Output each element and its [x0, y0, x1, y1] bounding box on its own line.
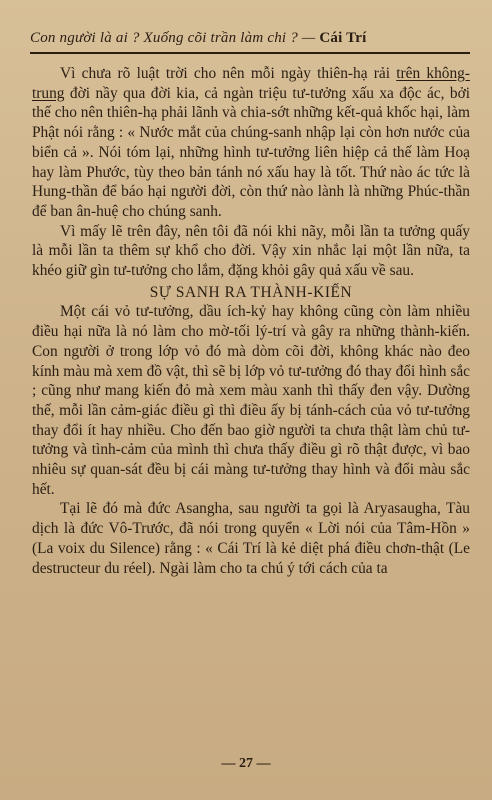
running-header	[30, 30, 468, 47]
header-title: Con người là ai ? Xuống cõi trần làm chi ? —	[30, 30, 316, 46]
header-author: Cái Trí	[319, 30, 367, 46]
paragraph-1	[32, 64, 470, 222]
paragraph-2: Vì mấy lẽ trên đây, nên tôi đã nói khi nãy, mỗi lần ta tưởng quấy là mỗi lần ta thêm sự khổ cho đời. Vậy xin nhắc lại một lần nữa, ta khéo giữ gìn tư-tưởng cho lắm, đặng khỏi gây quả xấu về sau.	[32, 222, 470, 280]
paragraph-1-rest: đời nầy qua đời kia, cả ngàn triệu tư-tưởng xấu xa độc ác, bởi thế cho nên thiên-hạ phải lãnh và chia-sớt những kết-quả khốc hại, làm Phật nói rằng : « Nước mắt của chúng-sanh nhập lại còn hơn nước của biển cả ». Nói tóm lại, những hình tư-tưởng liên hiệp cả thế làm Hoạ hay làm Phước, tùy theo bản tánh nó xấu hay là tốt. Thứ nào ác tức là Hung-thần để báo hại người đời, còn thứ nào lành là những Phúc-thần để ban ân-huệ cho chúng sanh.	[32, 84, 470, 220]
page-number: — 27 —	[221, 756, 271, 771]
paragraph-3: Một cái vỏ tư-tưởng, dầu ích-kỷ hay không cũng còn làm nhiều điều hại nữa là nó làm cho mờ-tối lý-trí và gây ra những thành-kiến. Con người ở trong lớp vỏ đó mà dòm cõi đời, không khác nào đeo kính màu mà xem đồ vật, thì sẽ bị lớp vỏ tư-tưởng đó thay đổi hình sắc ; cũng như mang kiến đỏ mà xem màu xanh thì thấy đen vậy. Dường thế, mỗi lần cảm-giác điều gì thì điều ấy bị tánh-cách của vỏ tư-tưởng thay đổi ít hay nhiều. Cho đến bao giờ người ta chưa thật làm chủ tư-tưởng và tình-cảm của mình thì chưa thấy điều gì rõ thật được, vì bao nhiêu sự quan-sát đều bị cái màng tư-tưởng thay hình và đổi màu sắc hết.	[32, 303, 470, 498]
paragraph-4: Tại lẽ đó mà đức Asangha, sau người ta gọi là Aryasaugha, Tàu dịch là đức Vô-Trước, đã nói trong quyển « Lời nói của Tâm-Hồn » (La voix du Silence) rằng : « Cái Trí là kẻ diệt phá điều chơn-thật (Le destructeur du réel). Ngài làm cho ta chú ý tới cách của ta	[32, 500, 470, 577]
section-heading: SỰ SANH RA THÀNH-KIẾN	[149, 283, 353, 301]
page-body	[32, 64, 470, 578]
underlined-phrase: trên không-trung	[32, 65, 470, 102]
header-rule	[30, 52, 470, 54]
paragraph-1-lead: Vì chưa rõ luật trời cho nên mỗi ngày thiên-hạ rải	[60, 65, 397, 82]
